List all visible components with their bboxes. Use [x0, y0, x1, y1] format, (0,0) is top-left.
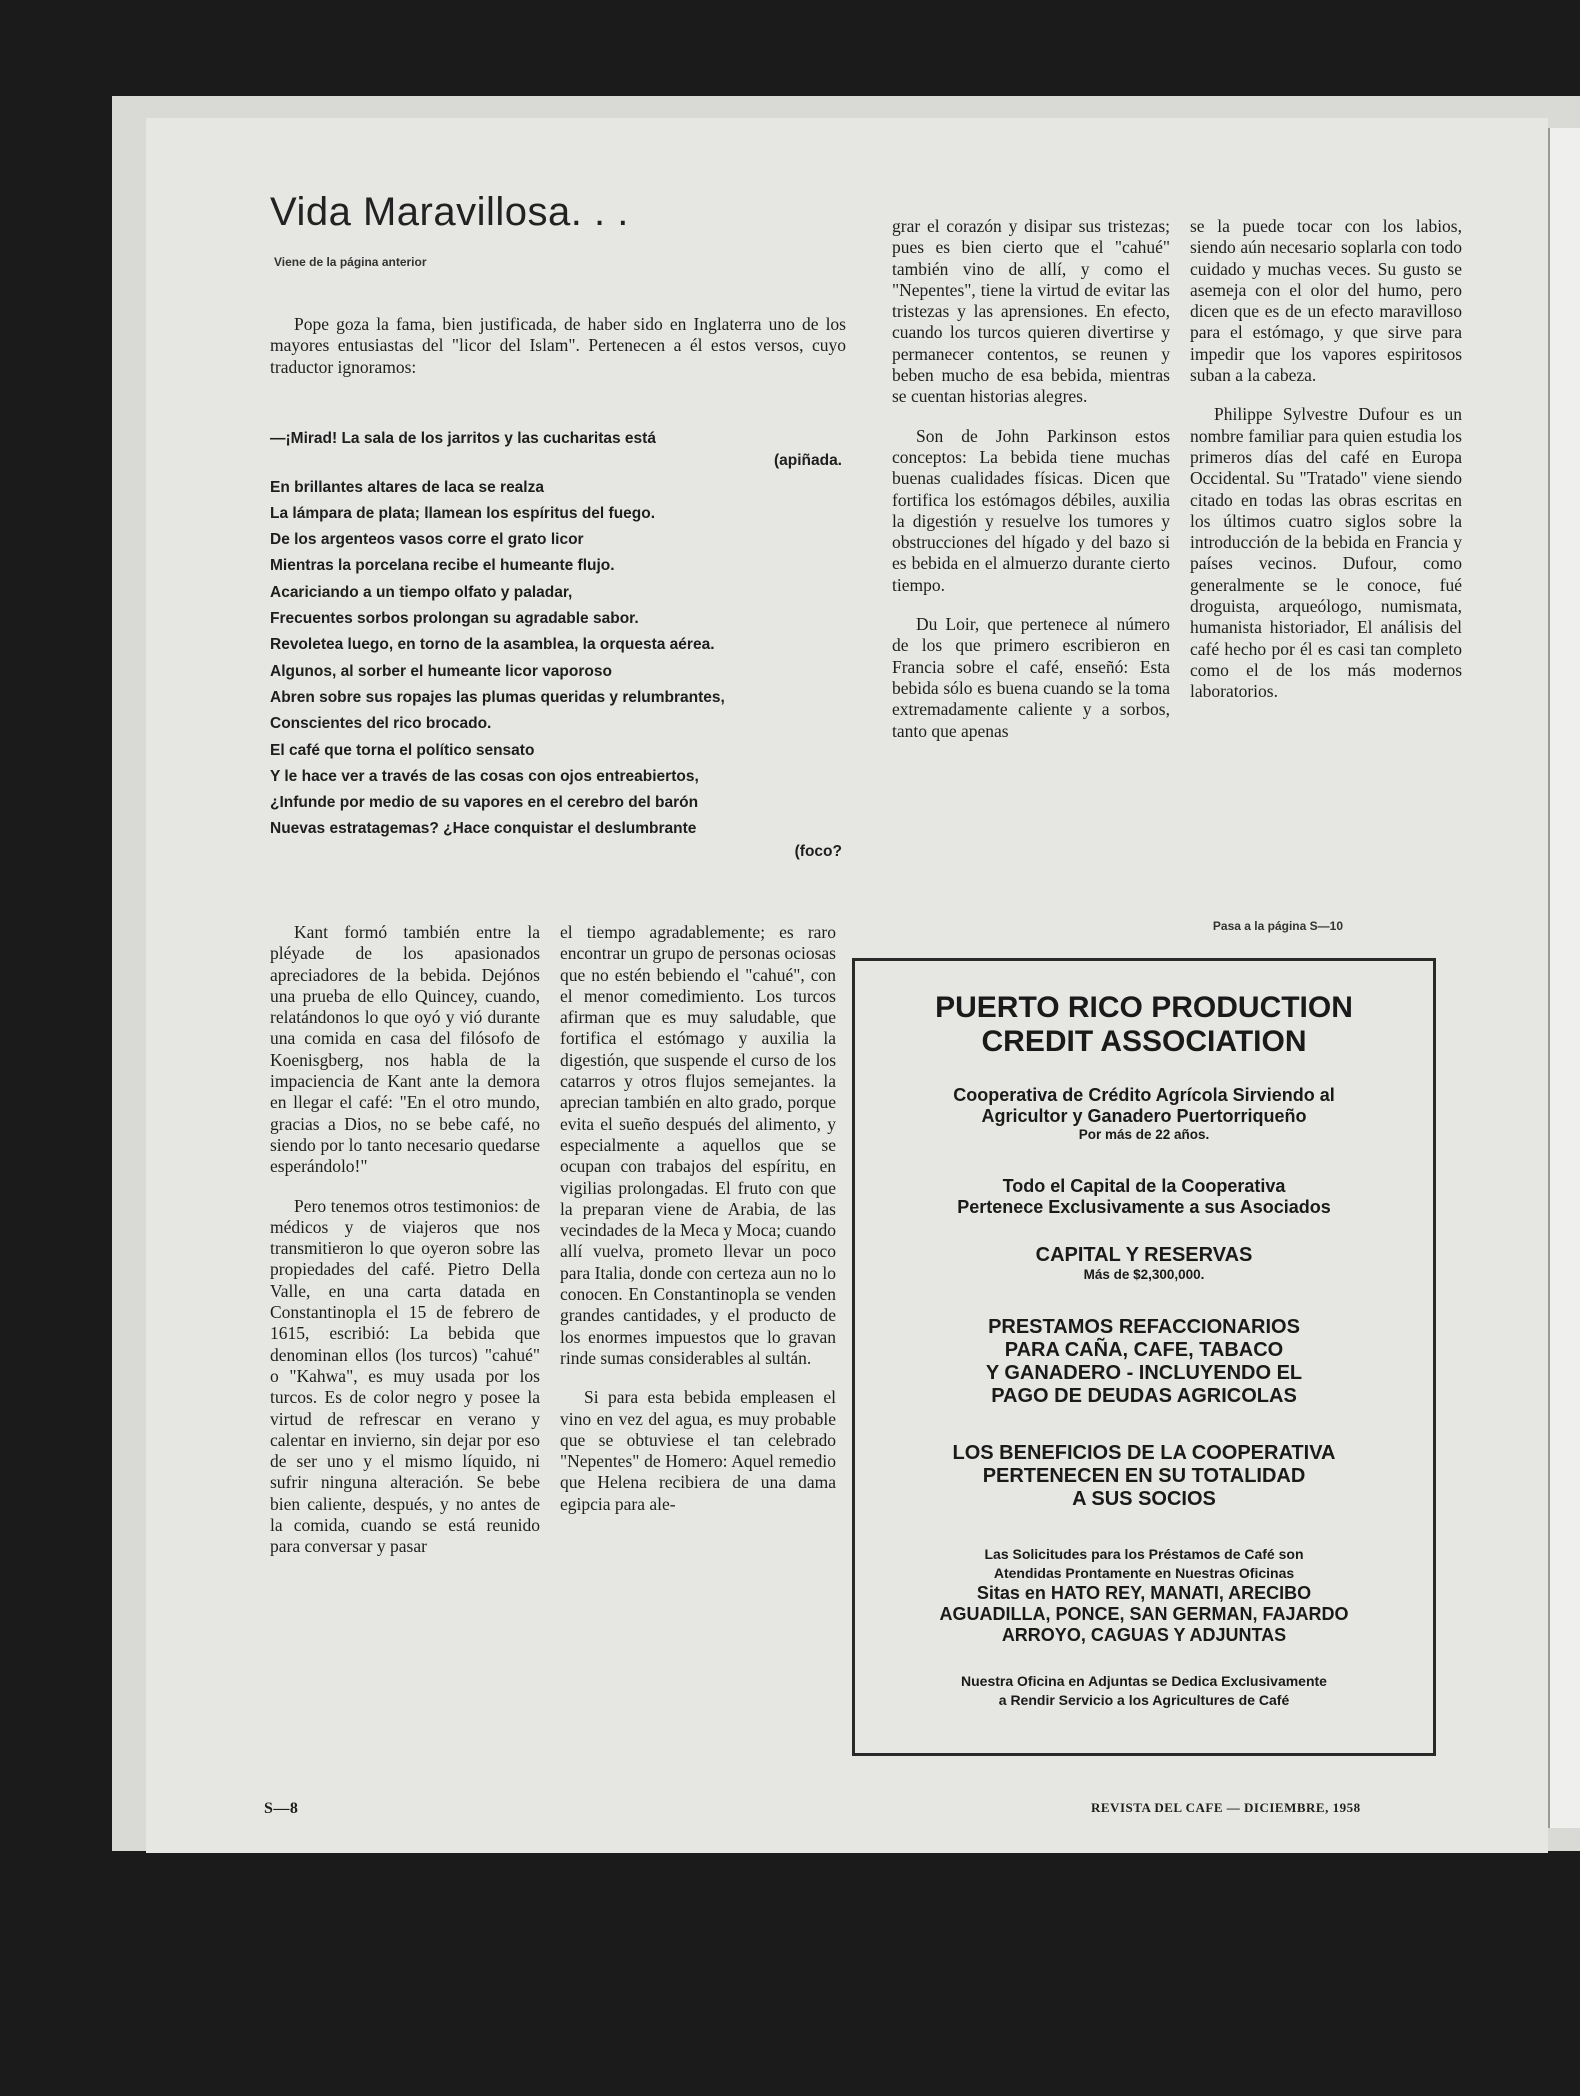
next-page-edge: [1548, 128, 1580, 1828]
column-3: [892, 216, 1170, 760]
poem-line: Revoletea luego, en torno de la asamblea, la orquesta aérea.: [270, 636, 715, 654]
magazine-page: [146, 118, 1548, 1853]
ad-capital-statement: [855, 1176, 1433, 1218]
poem-line: Nuevas estratagemas? ¿Hace conquistar el deslumbrante: [270, 820, 697, 838]
ad-text-line: PERTENECEN EN SU TOTALIDAD: [982, 1465, 1306, 1487]
poem-line: En brillantes altares de laca se realza: [270, 478, 544, 496]
ad-text-line: PARA CAÑA, CAFE, TABACO: [1004, 1339, 1284, 1361]
article-title: Vida Maravillosa. . .: [270, 190, 629, 234]
ad-text-line: Las Solicitudes para los Préstamos de Café son: [984, 1546, 1304, 1562]
ad-title-line: PUERTO RICO PRODUCTION: [935, 991, 1353, 1024]
paragraph: grar el corazón y disipar sus tristezas; pues es bien cierto que el "cahué" también vino de allí, y como el "Nepentes", tiene la virtud de evitar las tristezas y las aprensiones. En efecto, cuando los turcos quieren divertirse y permanecer contentos, se reunen y beben mucho de esa bebida, mientras se cuentan historias alegres.: [892, 216, 1170, 407]
ad-text-line: Y GANADERO - INCLUYENDO EL: [985, 1362, 1303, 1384]
ad-years: Por más de 22 años.: [1078, 1127, 1210, 1142]
poem-line: Frecuentes sorbos prolongan su agradable sabor.: [270, 610, 639, 628]
continued-from-note: Viene de la página anterior: [274, 255, 427, 269]
column-2: [560, 922, 836, 1533]
poem-line: El café que torna el político sensato: [270, 741, 535, 759]
poem-continuation: (apiñada.: [773, 452, 842, 470]
paragraph: Pero tenemos otros testimonios: de médicos y de viajeros que nos transmitieron lo que oyeron sobre las propiedades del café. Pietro Della Valle, en una carta datada en Constantinopla el 15 de febrero de 1615, escribió: La bebida que denominan ellos (los turcos) "cahué" o "Kahwa", es muy usada por los turcos. Es de color negro y posee la virtud de refrescar en verano y calentar en invierno, sin dejar por eso de ser uno y el mismo líquido, ni sufrir ninguna alteración. Se bebe bien caliente, después, y no antes de la comida, cuando se está reunido para conversar y pasar: [270, 1195, 540, 1557]
advertisement-box: [852, 958, 1436, 1756]
paragraph: Son de John Parkinson estos conceptos: La bebida tiene muchas buenas cualidades físicas. Dicen que fortifica los estómagos débiles, auxilia la digestión y resuelve los tumores y obstrucciones del hígado y del bazo si es bebida en el almuerzo durante cierto tiempo.: [892, 425, 1170, 595]
ad-text-line: PRESTAMOS REFACCIONARIOS: [988, 1316, 1300, 1338]
ad-text-line: Agricultor y Ganadero Puertorriqueño: [981, 1106, 1307, 1126]
poem-line: Acariciando a un tiempo olfato y paladar,: [270, 583, 573, 601]
page-number: S—8: [264, 1800, 299, 1817]
ad-text-line: a Rendir Servicio a los Agricultures de Café: [998, 1692, 1290, 1708]
paragraph: el tiempo agradablemente; es raro encontrar un grupo de personas ociosas que no estén bebiendo el "cahué", con el menor comedimiento. Los turcos afirman que es muy saludable, que fortifica el estómago y auxilia la digestión, que suspende el curso de los catarros y otros flujos semejantes. la aprecian también en alto grado, porque evita el sueño después del alimento, y especialmente a aquellos que se ocupan con trabajos del espíritu, en vigilias prolongadas. El fruto con que la preparan viene de Arabia, de las vecindades de la Meca y Moca; cuando allí vuelva, prometo llevar un poco para Italia, donde con certeza aun no lo conocen. En Constantinopla se venden grandes cantidades, y el producto de los enormes impuestos que lo gravan rinde sumas considerables al sultán.: [560, 922, 836, 1368]
ad-text-line: Cooperativa de Crédito Agrícola Sirviendo al: [953, 1085, 1335, 1105]
ad-reserves-title: CAPITAL Y RESERVAS: [1035, 1244, 1253, 1266]
poem-line: De los argenteos vasos corre el grato licor: [270, 531, 584, 549]
ad-offices: [855, 1545, 1433, 1646]
ad-text-line: LOS BENEFICIOS DE LA COOPERATIVA: [952, 1442, 1336, 1464]
ad-text-line: Pertenece Exclusivamente a sus Asociados: [957, 1197, 1331, 1217]
ad-text-line: Todo el Capital de la Cooperativa: [1002, 1176, 1286, 1196]
ad-text-line: A SUS SOCIOS: [1072, 1488, 1216, 1510]
poem-line: Mientras la porcelana recibe el humeante flujo.: [270, 557, 615, 575]
paragraph: Philippe Sylvestre Dufour es un nombre familiar para quien estudia los primeros días del café en Europa Occidental. Su "Tratado" viene siendo citado en todas las obras escritas en los últimos cuatro siglos sobre la introducción de la bebida en Francia y países vecinos. Dufour, como generalmente se le conoce, fué droguista, arqueólogo, numismata, humanista historiador, El análisis del café hecho por él es casi tan completo como el de los más modernos laboratorios.: [1190, 404, 1462, 702]
intro-paragraph: [270, 314, 846, 396]
continued-on-note: Pasa a la página S—10: [1212, 919, 1343, 933]
poem-line: Algunos, al sorber el humeante licor vaporoso: [270, 662, 612, 680]
poem-line: La lámpara de plata; llamean los espíritus del fuego.: [270, 504, 656, 522]
ad-text-line: Sitas en HATO REY, MANATI, ARECIBO: [976, 1583, 1312, 1603]
ad-reserves-amount: Más de $2,300,000.: [1083, 1267, 1205, 1282]
ad-text-line: PAGO DE DEUDAS AGRICOLAS: [991, 1385, 1297, 1407]
paragraph: se la puede tocar con los labios, siendo aún necesario soplarla con todo cuidado y muchas veces. Su gusto se asemeja con el olor del humo, pero dicen que es de un efecto maravilloso para el estómago, y que sirve para impedir que los vapores espiritosos suban a la cabeza.: [1190, 216, 1462, 386]
ad-loans: [855, 1316, 1433, 1408]
poem-line: ¿Infunde por medio de su vapores en el cerebro del barón: [270, 794, 699, 812]
ad-title-line: CREDIT ASSOCIATION: [981, 1025, 1307, 1058]
column-1: [270, 922, 540, 1576]
poem-line: —¡Mirad! La sala de los jarritos y las cucharitas está: [270, 430, 656, 447]
ad-title: [855, 991, 1433, 1059]
paragraph: Kant formó también entre la pléyade de los apasionados apreciadores de la bebida. Dejónos una prueba de ello Quincey, cuando, relatándonos lo que oyó y vió durante una comida en casa del filósofo de Koenisgberg, nos habla de la impaciencia de Kant ante la demora en llegar el café: "En el otro mundo, gracias a Dios, no se bebe café, no siendo por lo tanto necesario quedarse esperándolo!": [270, 922, 540, 1177]
ad-text-line: Nuestra Oficina en Adjuntas se Dedica Exclusivamente: [961, 1673, 1327, 1689]
poem-line: Y le hace ver a través de las cosas con ojos entreabiertos,: [270, 767, 699, 785]
column-4: [1190, 216, 1462, 721]
ad-text-line: AGUADILLA, PONCE, SAN GERMAN, FAJARDO: [939, 1604, 1349, 1624]
ad-cooperative-line: [855, 1085, 1433, 1127]
poem-line: Abren sobre sus ropajes las plumas queridas y relumbrantes,: [270, 688, 725, 706]
intro-text: Pope goza la fama, bien justificada, de haber sido en Inglaterra uno de los mayores entusiastas del "licor del Islam". Pertenecen a él estos versos, cuyo traductor ignoramos:: [270, 314, 846, 377]
paragraph: Si para esta bebida empleasen el vino en vez del agua, es muy probable que se obtuviese el tan celebrado "Nepentes" de Homero: Aquel remedio que Helena recibiera de una dama egipcia para ale-: [560, 1387, 836, 1514]
poem-line: Conscientes del rico brocado.: [270, 715, 492, 733]
publication-footer: REVISTA DEL CAFE — DICIEMBRE, 1958: [1091, 1800, 1361, 1815]
paragraph: Du Loir, que pertenece al número de los que primero escribieron en Francia sobre el café, enseñó: Esta bebida sólo es buena cuando se la toma extremadamente caliente y a sorbos, tanto que apenas: [892, 614, 1170, 741]
poem: [270, 426, 842, 865]
ad-text-line: ARROYO, CAGUAS Y ADJUNTAS: [1001, 1625, 1287, 1645]
ad-text-line: Atendidas Prontamente en Nuestras Oficinas: [993, 1565, 1295, 1581]
poem-continuation: (foco?: [794, 842, 842, 860]
ad-benefits: [855, 1442, 1433, 1511]
ad-adjuntas-office: [855, 1672, 1433, 1710]
